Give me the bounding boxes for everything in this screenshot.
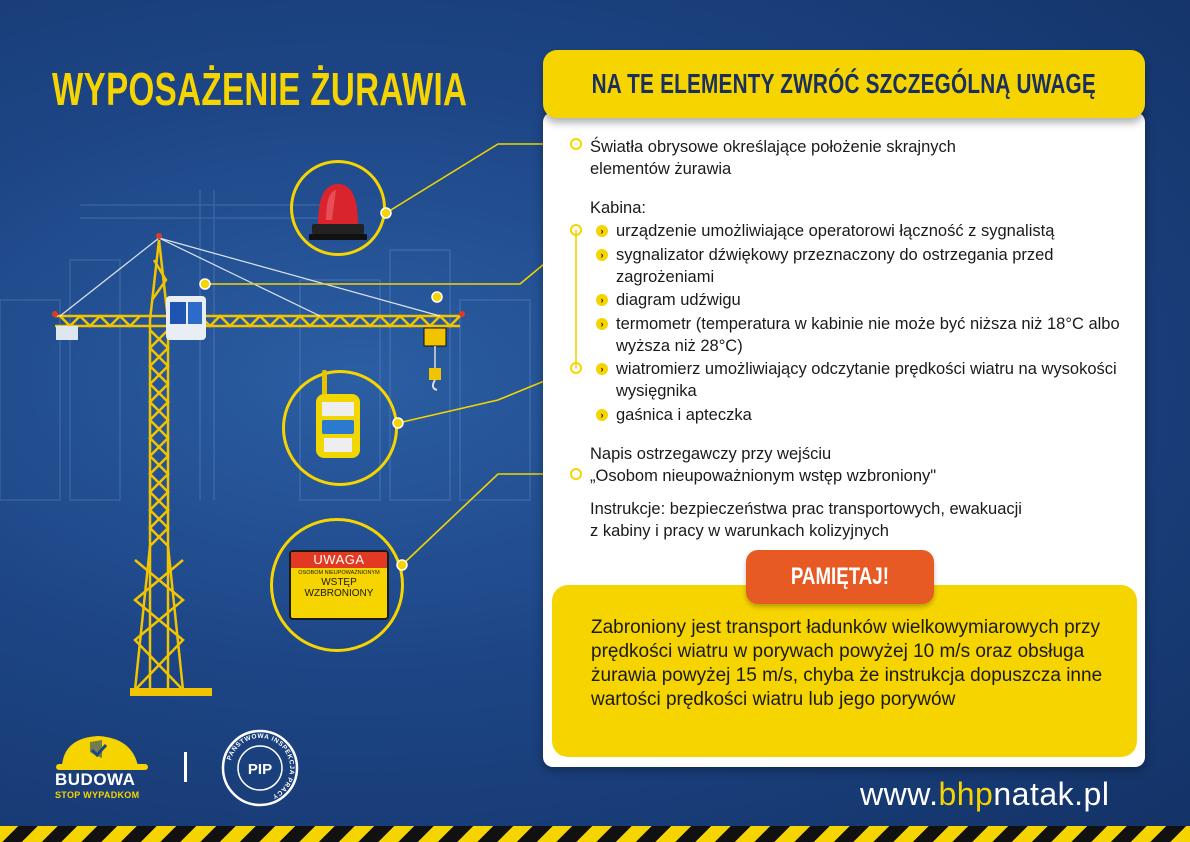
remember-text: Zabroniony jest transport ładunków wielkowymiarowych przy prędkości wiatru w porywach powyżej 10 m/s oraz obsługa żurawia powyżej 15 m/s, chyba że instrukcja dopuszcza inne wartości prędkości wiatru lub jego porywów [591, 617, 1103, 710]
list-item-text: diagram udźwigu [616, 291, 741, 309]
bullet-icon: › [596, 249, 608, 261]
svg-text:PIP: PIP [247, 761, 273, 778]
list-item-text: wiatromierz umożliwiający odczytanie prędkości wiatru na wysokości wysięgnika [616, 360, 1117, 400]
item-napis-line1: Napis ostrzegawczy przy wejściu [590, 445, 832, 463]
url-part3: natak.pl [993, 776, 1110, 812]
bullet-icon: › [596, 318, 608, 330]
info-header-text: NA TE ELEMENTY ZWRÓĆ SZCZEGÓLNĄ UWAGĘ [591, 68, 1097, 99]
kabina-label: Kabina: [590, 199, 646, 217]
list-item-text: termometr (temperatura w kabinie nie może być niższa niż 18°C albo wyższa niż 28°C) [616, 314, 1120, 355]
list-item [596, 289, 1126, 311]
beacon-light-icon [306, 178, 370, 244]
item-instrukcje [590, 498, 1022, 542]
item-napis-line2: „Osobom nieupoważnionym wstęp wzbroniony" [590, 467, 937, 485]
logo-divider [184, 752, 187, 782]
list-item [596, 404, 1126, 426]
budowa-logo-text: BUDOWA [55, 770, 136, 789]
kabina-list [596, 220, 1126, 427]
remember-badge [746, 550, 934, 604]
bullet-icon: › [596, 363, 608, 375]
page-title: WYPOSAŻENIE ŻURAWIA [52, 63, 468, 115]
list-item [596, 220, 1126, 242]
item-instrukcje-line2: z kabiny i pracy w warunkach kolizyjnych [590, 522, 889, 540]
bullet-icon: › [596, 225, 608, 237]
list-item-text: sygnalizator dźwiękowy przeznaczony do ostrzegania przed zagrożeniami [616, 245, 1054, 286]
sign-small-text: OSOBOM NIEUPOWAŻNIONYM [298, 570, 380, 576]
sign-top-text: UWAGA [291, 552, 387, 568]
sign-big-text-2: WZBRONIONY [304, 588, 374, 599]
item-napis [590, 443, 936, 487]
url-part1: www. [860, 776, 939, 812]
website-url[interactable] [860, 776, 1109, 813]
bullet-icon: › [596, 294, 608, 306]
item-lights-line2: elementów żurawia [590, 160, 732, 178]
list-item [596, 244, 1126, 288]
budowa-logo-subtext: STOP WYPADKOM [55, 790, 140, 800]
info-header [543, 50, 1145, 118]
list-item [596, 313, 1126, 357]
warning-sign-icon [289, 550, 389, 620]
bullet-icon: › [596, 409, 608, 421]
list-item-text: urządzenie umożliwiające operatorowi łączność z sygnalistą [616, 222, 1055, 240]
hazard-stripes [0, 826, 1190, 842]
item-lights [590, 136, 956, 180]
svg-text:PAŃSTWOWA INSPEKCJA PRACY: PAŃSTWOWA INSPEKCJA PRACY [226, 732, 296, 801]
radio-transceiver-icon [314, 368, 364, 462]
remember-badge-text: PAMIĘTAJ! [790, 563, 890, 590]
item-lights-line1: Światła obrysowe określające położenie skrajnych [590, 138, 956, 156]
list-item-text: gaśnica i apteczka [616, 405, 752, 424]
url-part2: bhp [938, 776, 994, 812]
list-item [596, 358, 1126, 402]
item-instrukcje-line1: Instrukcje: bezpieczeństwa prac transportowych, ewakuacji [590, 500, 1022, 518]
pip-logo-icon [220, 728, 300, 808]
sign-big-text-1: WSTĘP [321, 577, 357, 588]
